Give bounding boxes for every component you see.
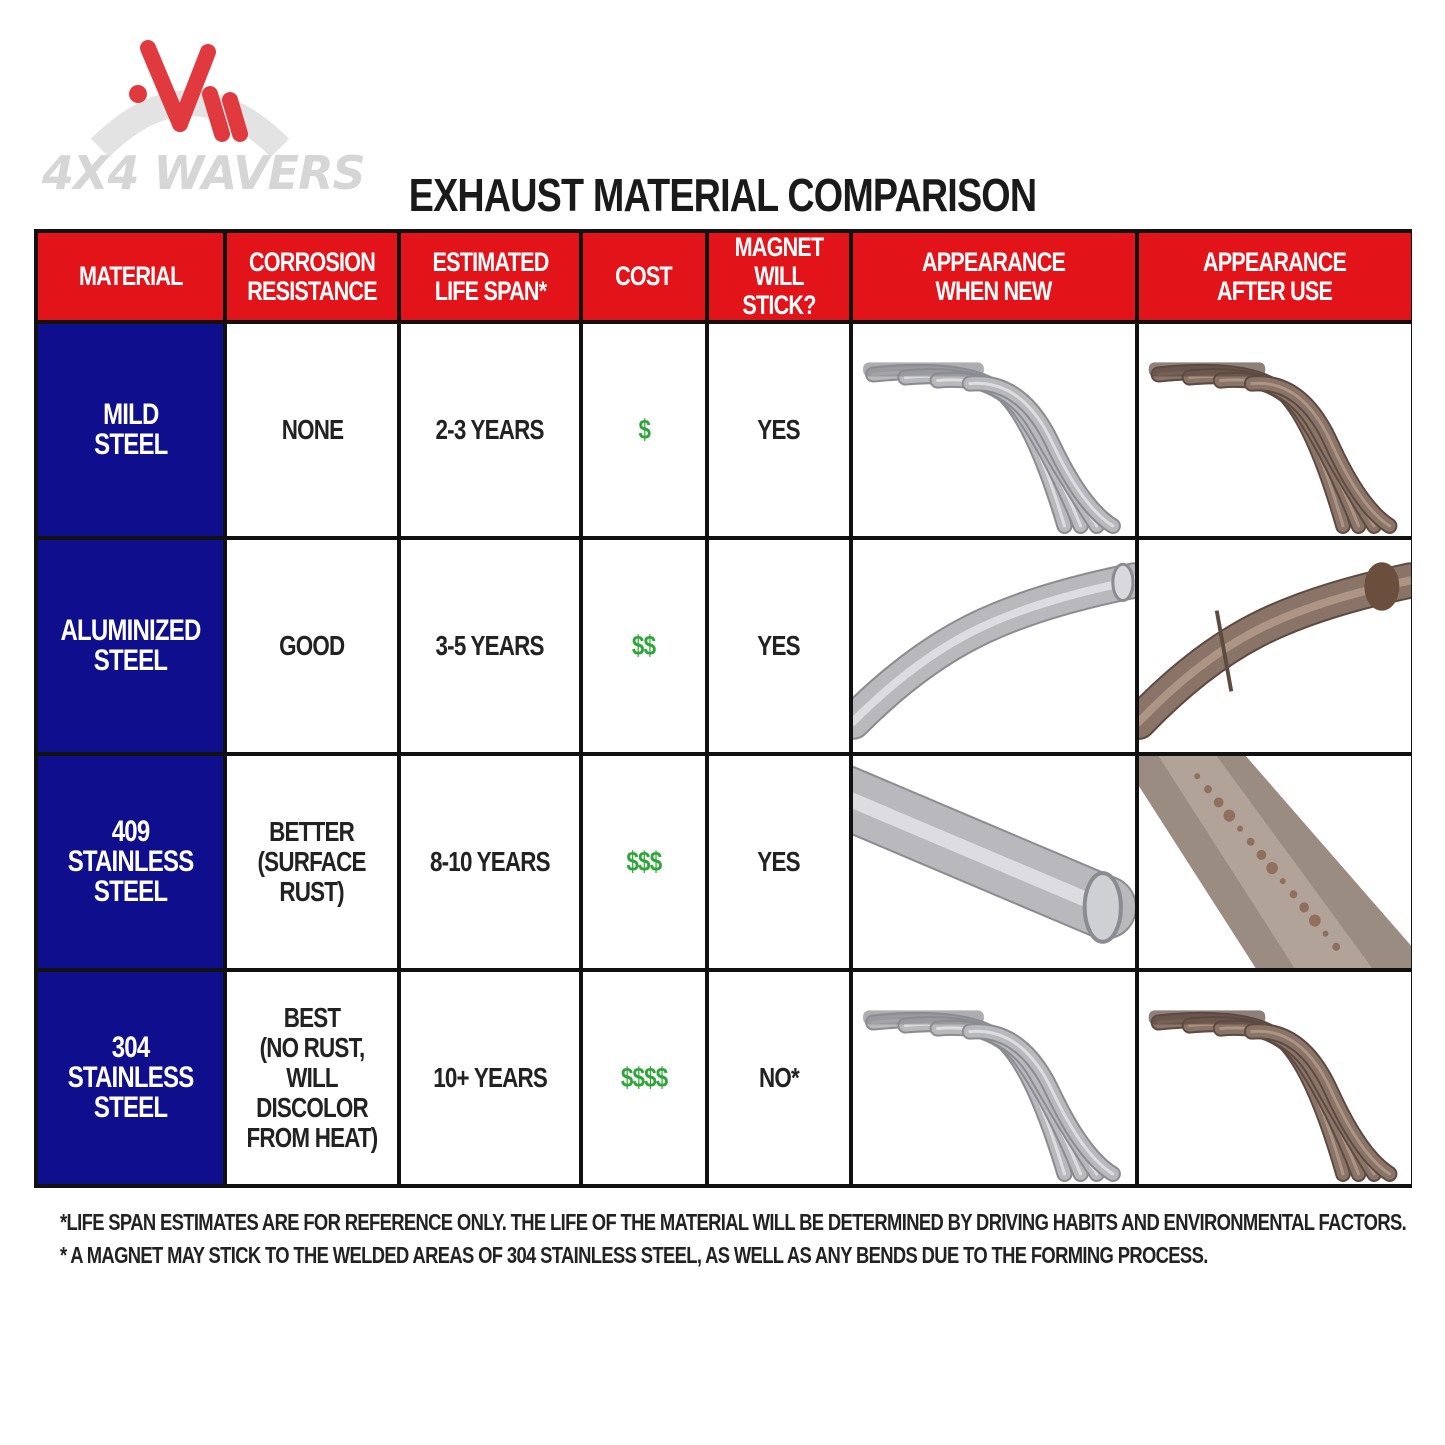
text-line: MILD [102, 398, 159, 431]
text-line: RUST) [279, 876, 345, 907]
table-row [38, 540, 1411, 752]
headers-stainless-new-photo [853, 972, 1135, 1184]
text-line: COST [615, 261, 673, 291]
logo-text: 4X4 WAVERS [42, 146, 365, 200]
text-line: NONE [281, 414, 343, 445]
text-line: WILL STICK? [742, 261, 816, 320]
text-line: (SURFACE [257, 846, 367, 877]
life-span-value: 8-10 YEARS [430, 846, 550, 877]
footnote-magnet: * A MAGNET MAY STICK TO THE WELDED AREAS OF 304 STAINLESS STEEL, AS WELL AS ANY BENDS DUE TO THE FORMING PROCESS. [60, 1242, 1208, 1268]
header-row [38, 233, 1411, 320]
appearance-used-cell [1139, 972, 1411, 1184]
column-header [709, 233, 849, 320]
magnet-value: YES [757, 846, 801, 877]
text-line: CORROSION [249, 246, 376, 277]
column-header [401, 233, 579, 320]
text-line: STAINLESS [67, 845, 194, 878]
life-span-cell [401, 540, 579, 752]
footnote-lifespan: *LIFE SPAN ESTIMATES ARE FOR REFERENCE ONLY. THE LIFE OF THE MATERIAL WILL BE DETERMINED BY DRIVING HABITS AND ENVIRONMENTAL FACTORS. [60, 1209, 1407, 1235]
appearance-used-cell [1139, 324, 1411, 536]
text-line: STEEL [93, 1091, 168, 1124]
page-title: EXHAUST MATERIAL COMPARISON [408, 169, 1037, 221]
text-line: WILL DISCOLOR [256, 1062, 368, 1123]
column-header [227, 233, 397, 320]
appearance-used-cell [1139, 540, 1411, 752]
magnet-value: YES [757, 630, 801, 661]
magnet-value: NO* [759, 1062, 799, 1093]
cost-value: $$$ [626, 846, 662, 877]
corrosion-cell [227, 756, 397, 968]
life-span-value: 2-3 YEARS [435, 414, 545, 445]
text-line: FROM HEAT) [246, 1122, 378, 1153]
text-line: ALUMINIZED [60, 614, 201, 647]
material-cell [38, 972, 223, 1184]
corrosion-cell [227, 972, 397, 1184]
text-line: LIFE SPAN* [434, 275, 546, 306]
text-line: 409 [111, 815, 150, 848]
headers-discolored-photo [1139, 972, 1411, 1184]
magnet-cell [709, 972, 849, 1184]
cost-cell [583, 972, 705, 1184]
cost-cell [583, 540, 705, 752]
magnet-cell [709, 540, 849, 752]
text-line: STEEL [93, 644, 168, 677]
life-span-value: 10+ YEARS [433, 1062, 547, 1093]
corrosion-cell [227, 540, 397, 752]
text-line: STEEL [93, 428, 168, 461]
life-span-value: 3-5 YEARS [435, 630, 545, 661]
text-line: WHEN NEW [936, 275, 1052, 306]
text-line: APPEARANCE [1203, 246, 1347, 277]
appearance-new-cell [853, 972, 1135, 1184]
material-cell [38, 324, 223, 536]
comparison-table [34, 229, 1412, 1188]
column-header [583, 233, 705, 320]
text-line: BETTER [269, 816, 355, 847]
life-span-cell [401, 972, 579, 1184]
text-line: ESTIMATED [432, 246, 548, 277]
text-line: APPEARANCE [922, 246, 1066, 277]
magnet-cell [709, 324, 849, 536]
text-line: BEST [283, 1002, 341, 1033]
column-header [853, 233, 1135, 320]
magnet-cell [709, 756, 849, 968]
table-row [38, 756, 1411, 968]
text-line: AFTER USE [1217, 275, 1333, 306]
text-line: STEEL [93, 875, 168, 908]
headers-new-photo [853, 324, 1135, 536]
text-line: STAINLESS [67, 1061, 194, 1094]
life-span-cell [401, 756, 579, 968]
headers-rusted-photo [1139, 324, 1411, 536]
table-row [38, 324, 1411, 536]
footnotes [60, 1206, 1420, 1272]
table-row [38, 972, 1411, 1184]
cost-cell [583, 756, 705, 968]
appearance-used-cell [1139, 756, 1411, 968]
text-line: RESISTANCE [247, 275, 377, 306]
appearance-new-cell [853, 540, 1135, 752]
material-cell [38, 540, 223, 752]
column-header [1139, 233, 1411, 320]
cost-value: $$ [632, 630, 656, 661]
cost-value: $$$$ [620, 1062, 668, 1093]
appearance-new-cell [853, 324, 1135, 536]
column-header [38, 233, 223, 320]
life-span-cell [401, 324, 579, 536]
text-line: (NO RUST, [259, 1032, 365, 1063]
material-cell [38, 756, 223, 968]
cost-value: $ [638, 414, 650, 445]
straight-pipe-new-photo [853, 756, 1135, 968]
bent-pipe-rusted-photo [1139, 540, 1411, 752]
magnet-value: YES [757, 414, 801, 445]
appearance-new-cell [853, 756, 1135, 968]
text-line: MATERIAL [78, 261, 183, 291]
text-line: MAGNET [734, 232, 824, 262]
pipe-surface-rust-photo [1139, 756, 1411, 968]
corrosion-cell [227, 324, 397, 536]
bent-pipe-new-photo [853, 540, 1135, 752]
text-line: GOOD [279, 630, 345, 661]
cost-cell [583, 324, 705, 536]
wave-logo-icon [40, 38, 340, 158]
text-line: 304 [111, 1031, 150, 1064]
